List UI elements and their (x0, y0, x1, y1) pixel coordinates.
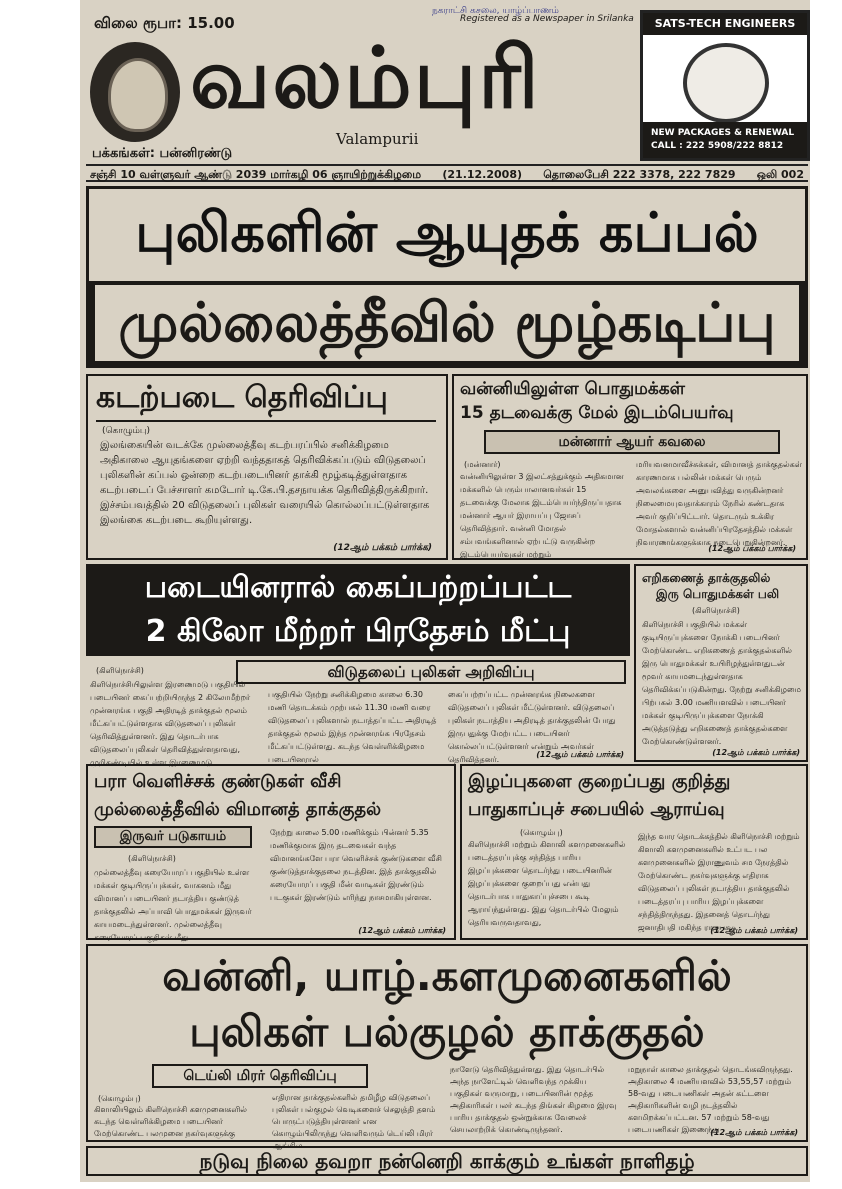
masthead-title: வலம்புரி (190, 29, 541, 127)
story-security-council (460, 764, 808, 940)
story7-sub: டெய்லி மிரர் தெரிவிப்பு (152, 1064, 368, 1088)
story5-sub: இருவர் படுகாயம் (94, 826, 252, 848)
story7-col-2: எதிரான தாக்குதல்களில் தமிழீழ விடுதலைப் புலிகள் பல்குழல் வெடிகளைச் செலுத்தி தளம் பொருட்படுத்தியுள்ளனர் என கொழும்பிலிருந்து வெளிவரும் டெய்லி மிரர் ஆங்கில (272, 1093, 436, 1150)
story2-headline-1: வன்னியிலுள்ள பொதுமக்கள் (460, 379, 685, 399)
story5-col-1: முல்லைத்தீவு கரையோரப் பகுதியில் உள்ள மக்கள் குடியிருப்புக்கள், வாகனம் மீது விமானப் படையினர் நடாத்திய குண்டுத் தாக்குதலில் அப்பாவி பொதுமக்கள் இருவர் காயமடைந்துள்ளனர். முல்லைத்தீவு கரையோரப் பகுதிகள் மீது (94, 868, 252, 942)
story3-headline-1: படையினரால் கைப்பற்றப்பட்ட (144, 570, 572, 605)
dateline-bar (86, 164, 808, 182)
dateline-left: சஞ்சி 10 வள்ளுவர் ஆண்டு 2039 மார்கழி 06 ஞாயிற்றுக்கிழமை (90, 168, 422, 181)
story5-dateline: (கிளிநொச்சி) (128, 854, 176, 863)
story2-sub: மன்னார் ஆயர் கவலை (484, 430, 780, 454)
lead-line-1: புலிகளின் ஆயுதக் கப்பல் (135, 201, 759, 264)
story6-dateline: (கொழும்பு) (520, 828, 563, 837)
story6-col-2: இந்த வார தொடக்கத்தில் கிளிநொச்சி மற்றும் கிளாலி களமுனைகளில் உட்பட பல களமுனைகளில் இராணுவம் சம நேரத்தில் மேற்கொண்ட நகர்வுகளுக்கு எதிராக விடுதலைப் புலிகள் நடாத்திய தாக்குதலில் படைத்தரப்பு பாரிய இழப்புக்களை சந்தித்திருந்தது. இதனைத் தொடர்ந்து ஜனாதிபதி மகிந்த ராஜபக்ஷ (638, 832, 800, 932)
story1-body: இலங்கையின் வடக்கே முல்லைத்தீவு கடற்பரப்பில் சனிக்கிழமை அதிகாலை ஆயுதங்களை ஏற்றி வந்ததாகத் தெரிவிக்கப்படும் விடுதலைப் புலிகளின் கப்பல் ஒன்றை கடற்படையினர் தாக்கி மூழ்கடித்துள்ளதாக கடற்படைப் பேச்சாளர் கமடோர் டி.கே.பி.தசநாயக்க தெரிவித்திருக்கிறார். இச்சம்பவத்தில் 20 விடுதலைப் புலிகள் வரையில் கொல்லப்பட்டுள்ளதாக இலங்கை கடற்படை கூறியுள்ளது. (100, 440, 430, 526)
story7-dateline: (கொழும்பு) (98, 1094, 141, 1103)
story5-col-2: நேற்று காலை 5.00 மணிக்கும் பின்னர் 5.35 மணிக்குமாக இரு தடவைகள் வந்த விமானங்களே பரா வெளிச்சக் குண்டுகளை வீசி குண்டுத்தாக்குதலை நடத்தின. இத் தாக்குதலில் கரையோரப் பகுதி மீன் வாடிகள் இரண்டும் படகுகள் இரண்டும் எரிந்து நாசமாகியுள்ளன. (270, 828, 442, 902)
story3-headline-band (86, 564, 630, 656)
masthead-roman: Valampurii (336, 130, 419, 148)
dateline-date: (21.12.2008) (442, 168, 523, 181)
story3-sub: விடுதலைப் புலிகள் அறிவிப்பு (236, 660, 626, 684)
story3-headline-2: 2 கிலோ மீற்றர் பிரதேசம் மீட்பு (145, 614, 571, 649)
story1-ref: (12ஆம் பக்கம் பார்க்க) (333, 543, 432, 553)
lead-line-2: முல்லைத்தீவில் மூழ்கடிப்பு (95, 285, 799, 361)
advertisement (640, 10, 810, 161)
footer-slogan: நடுவு நிலை தவறா நன்னெறி காக்கும் உங்கள் நாளிதழ் (86, 1146, 808, 1176)
dateline-phone: தொலைபேசி 222 3378, 222 7829 (543, 168, 736, 181)
story6-headline-1: இழப்புகளை குறைப்பது குறித்து (468, 771, 731, 792)
story4-dateline: (கிளிநொச்சி) (692, 606, 740, 615)
story2-col-1: வன்னியிலுள்ள 3 இலட்சத்துக்கும் அதிகமான மக்களில் பெரும்பாலானவர்கள் 15 தடவைக்கு மேலாக இடம்பெயர்ந்திருப்பதாக மன்னார் ஆயர் இராயப்பு ஜோசப் தெரிவித்தார். வன்னி மோதல் சம்பவங்களினால் ஏற்பட்டு வருகின்ற இடம்பெயர்வுகள் மற்றும் (460, 472, 624, 559)
story2-dateline: (மன்னார்) (464, 460, 501, 469)
story2-headline-2: 15 தடவைக்கு மேல் இடம்பெயர்வு (460, 403, 734, 423)
story3-dateline: (கிளிநொச்சி) (96, 666, 144, 675)
story-mbrl-attack (86, 944, 808, 1150)
story1-rule (96, 420, 436, 422)
ad-line-2: CALL : 222 5908/222 8812 (651, 141, 784, 151)
conch-logo-icon (90, 42, 180, 142)
story3-ref: (12ஆம் பக்கம் பார்க்க) (536, 750, 624, 759)
story6-col-1: கிளிநொச்சி மற்றும் கிளாலி களமுனைகளில் படைத்தரப்புக்கு சந்தித்த பாரிய இழப்புக்களை தொடர்ந்து படையினரின் இழப்புக்களை குறைப்பது என்பது தொடர்பாக பாதுகாப்புச்சபை கூடி ஆராய்ந்துள்ளது. இது தொடர்பில் மேலும் தெரியவருவதாவது, (468, 840, 626, 927)
ownership-stamp: நகராட்சி கசலை, யாழ்ப்பாணம் (432, 6, 559, 16)
story7-col-1: கிளாலியிலும் கிளிநொச்சி களமுனைகளில் கடந்த வெள்ளிக்கிழமை படையினர் மேற்கொண்ட பலமுனை நகர்வுகளுக்கு (94, 1105, 247, 1138)
story5-headline-1: பரா வெளிச்சக் குண்டுகள் வீசி (94, 771, 342, 792)
story1-dateline: (கொழும்பு) (102, 426, 151, 436)
story5-headline-2: முல்லைத்தீவில் விமானத் தாக்குதல் (94, 799, 382, 820)
ad-brand: SATS-TECH ENGINEERS (643, 13, 807, 35)
story6-headline-2: பாதுகாப்புச் சபையில் ஆராய்வு (468, 799, 725, 820)
satellite-dish-icon (683, 43, 769, 123)
story-air-strike (86, 764, 456, 940)
dateline-issue: ஒலி 002 (756, 168, 804, 181)
story-displacement (452, 374, 808, 560)
story3-col-1: கிளிநொச்சியிலுள்ள இரணைமடு பகுதியில் படையினர் கைப்பற்றியிருந்த 2 கிலோமீற்றர் முன்னரங்க பகுதி அதிரடித் தாக்குதல் மூலம் மீட்கப்பட்டுள்ளதாக விடுதலைப் புலிகள் தெரிவித்துள்ளனர். இது தொடர்பாக விடுதலைப்புலிகள் தெரிவித்துள்ளதாவது, முறிகண்டியில் உள்ள இரணைமடு (90, 680, 251, 767)
story7-headline-1: வன்னி, யாழ்.களமுனைகளில் (162, 951, 732, 1000)
lead-headline (86, 186, 808, 368)
story4-body: கிளிநொச்சி பகுதியில் மக்கள் குடியிருப்புக்களை நோக்கி படையினர் மேற்கொண்ட எறிகணைத் தாக்குதல்களில் இரு பொதுமக்கள் உயிரிழந்துள்ளதுடன் மூவர் காயமடைந்துள்ளதாக தெரிவிக்கப்படுகின்றது. நேற்று சனிக்கிழமை பிற்பகல் 3.00 மணியளவில் படையினர் மக்கள் குடியிருப்புக்களை நோக்கி அடுத்தடுத்து எறிகணைத் தாக்குதல்களை மேற்கொண்டுள்ளனர். (642, 620, 801, 746)
lead-line-2-band (89, 281, 805, 365)
story7-col-3: நாளேடு தெரிவித்துள்ளது. இது தொடர்பில் அந்த நாளேட்டில் வெளிவந்த முக்கிய பகுதிகள் வருமாறு, படையினரின் மூத்த அதிகாரிகள் பலர் கடந்த திங்கள் கிழமை இரவு பாரிய தாக்குதல் ஒன்றுக்காக வேலைச் செயலாற்றிக் கொண்டிருந்தனர். (450, 1065, 617, 1134)
story-territory-recaptured (86, 564, 630, 767)
story7-headline-2: புலிகள் பல்குழல் தாக்குதல் (189, 1007, 705, 1056)
story-navy-statement (86, 374, 448, 560)
price-label: விலை ரூபா: 15.00 (94, 14, 235, 32)
story3-col-3: கைப்பற்றப்பட்ட முன்னரங்க நிலைகளை விடுதலைப் புலிகள் மீட்டுள்ளனர். விடுதலைப் புலிகள் நடாத்திய அதிரடித் தாக்குதலின் போது இருபதுக்கு மேற்பட்ட படையினர் கொல்லப்பட்டுள்ளனர் என்றும் அவர்கள் தெரிவித்தனர். (448, 690, 616, 764)
story7-ref: (12ஆம் பக்கம் பார்க்க) (710, 1128, 798, 1137)
story4-headline-2: இரு பொதுமக்கள் பலி (656, 587, 780, 601)
page-count: பக்கங்கள்: பன்னிரண்டு (92, 146, 233, 161)
ad-line-1: NEW PACKAGES & RENEWAL (651, 128, 795, 138)
story4-headline-1: எறிகணைத் தாக்குதலில் (642, 571, 771, 585)
story1-headline: கடற்படை தெரிவிப்பு (96, 380, 388, 415)
story6-ref: (12ஆம் பக்கம் பார்க்க) (710, 926, 798, 935)
story7-col-4: மறுநாள் காலை தாக்குதல் தொடங்கவிருந்தது. அதிகாலை 4 மணியளவில் 53,55,57 மற்றும் 58-வது படையணிகள் அதன் கட்டளை அதிகாரிகளின் வழி நடத்தலில் களமிறக்கப்பட்டன. 57 மற்றும் 58-வது படையணிகள் இணைந்து (628, 1065, 793, 1134)
story4-ref: (12ஆம் பக்கம் பார்க்க) (712, 748, 800, 757)
story-shelling-deaths (634, 564, 808, 762)
registration-note: Registered as a Newspaper in Srilanka (460, 14, 634, 24)
ad-footer (643, 122, 807, 158)
story2-col-2: மரியவனமாவீச்சுக்கள், விமானத் தாக்குதல்கள் காரணமாக பல்லின் மக்கள் பெரும் அவலங்களை அனுபவித்து வருகின்றனர் நிலைமையுவதாக்காரம் நேரில் கண்டதாக அவர் குறிப்பிட்டார். தொடரும் உக்கிர மோதல்களால் வன்னிப்பிரதேசத்தில் மக்கள் நிவாரணங்களுக்காக நடைபெறுகின்றனர். (636, 460, 802, 547)
story2-ref: (12ஆம் பக்கம் பார்க்க) (708, 544, 796, 553)
story3-col-2: பகுதியில் நேற்று சனிக்கிழமை காலை 6.30 மணி தொடக்கம் முற்பகல் 11.30 மணி வரை விடுதலைப் புலிகளால் நடாத்தப்பட்ட அதிரடித் தாக்குதல் மூலம் இந்த முன்னரங்க பிரதேசம் மீட்கப்பட்டுள்ளது. கடந்த வெள்ளிக்கிழமை படையினரால் (268, 690, 437, 764)
story5-ref: (12ஆம் பக்கம் பார்க்க) (358, 926, 446, 935)
